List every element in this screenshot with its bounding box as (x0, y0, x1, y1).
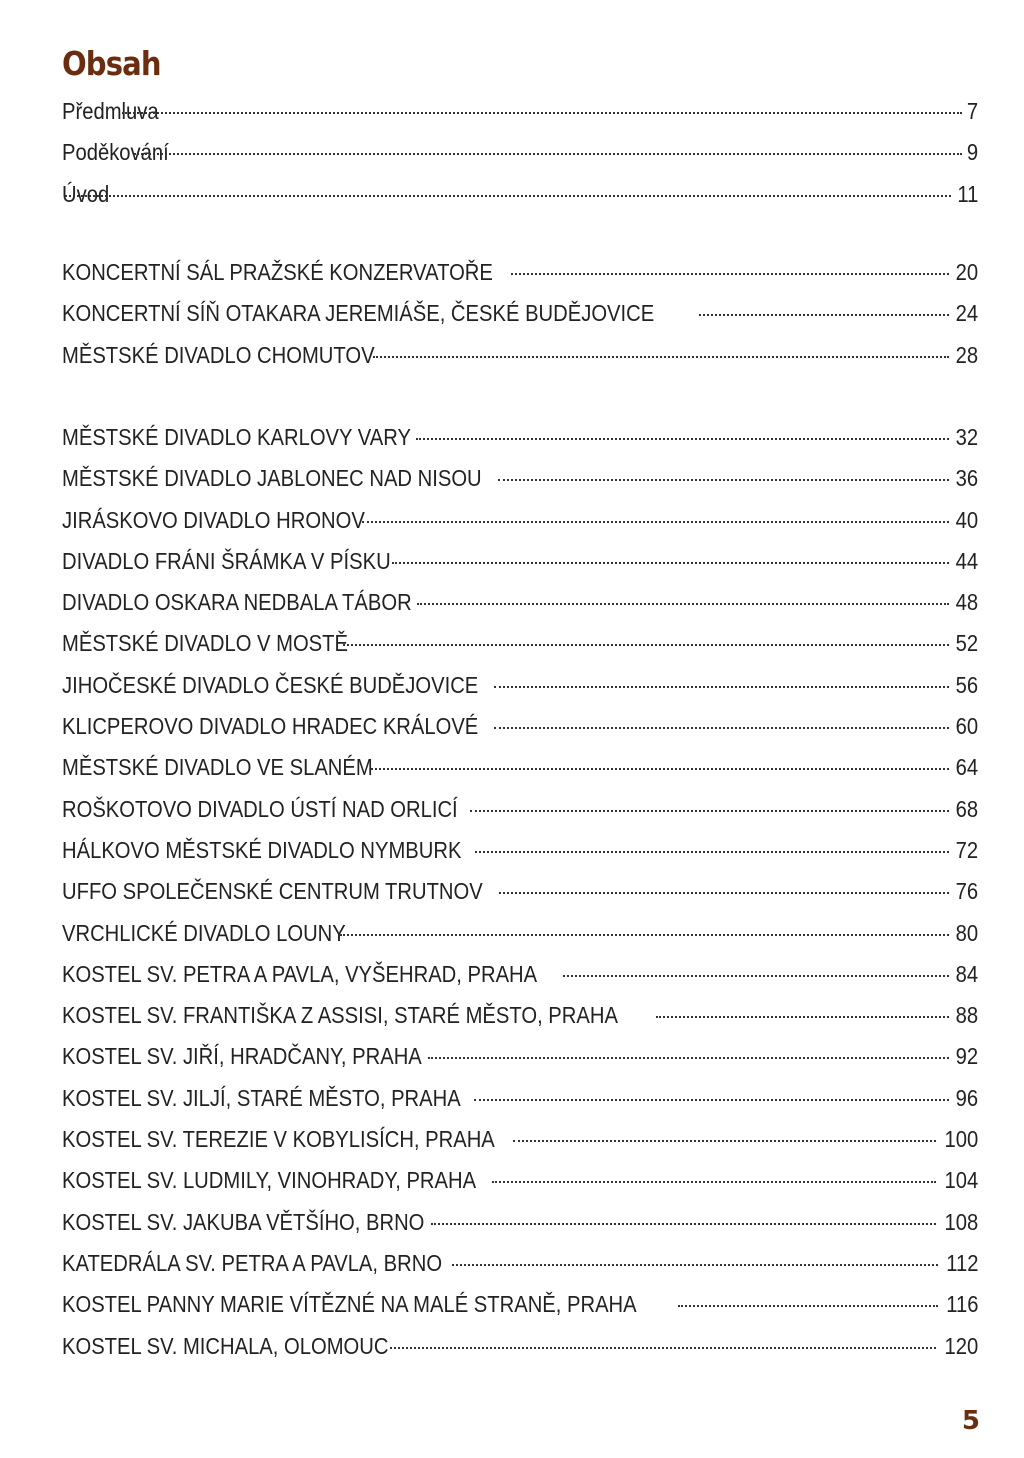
toc-entry (62, 335, 978, 376)
toc-entry-title: KONCERTNÍ SÁL PRAŽSKÉ KONZERVATOŘE (62, 259, 493, 285)
toc-entry (62, 913, 978, 954)
toc-entry (62, 747, 978, 788)
toc-entry-page: 88 (955, 1002, 978, 1029)
toc-entry-title: VRCHLICKÉ DIVADLO LOUNY (62, 919, 346, 946)
toc-entry (62, 1326, 978, 1367)
toc-entry-page: 28 (955, 341, 978, 368)
dot-leader (431, 1223, 935, 1225)
toc-entry (62, 582, 978, 623)
dot-leader (513, 1140, 935, 1142)
dot-leader (699, 314, 949, 316)
toc-entry-page: 76 (955, 878, 978, 905)
dot-leader (492, 1181, 936, 1183)
toc-entry-page: 68 (955, 795, 978, 822)
toc-entry-title: KOSTEL PANNY MARIE VÍTĚZNÉ NA MALÉ STRANĚ, PRAHA (62, 1291, 637, 1318)
dot-leader (417, 603, 949, 605)
toc-entry-page: 11 (957, 180, 978, 207)
page-title: Obsah (62, 44, 161, 84)
toc-entry-page: 32 (955, 424, 978, 450)
dot-leader (392, 562, 949, 564)
toc-entry-page: 100 (944, 1126, 978, 1153)
dot-leader (340, 934, 949, 936)
toc-entry-page: 40 (955, 506, 978, 533)
dot-leader (373, 356, 948, 358)
toc-entry-title: UFFO SPOLEČENSKÉ CENTRUM TRUTNOV (62, 878, 483, 905)
dot-leader (122, 112, 962, 114)
dot-leader (656, 1016, 948, 1018)
toc-entry-title: ROŠKOTOVO DIVADLO ÚSTÍ NAD ORLICÍ (62, 795, 458, 822)
toc-entry-title: HÁLKOVO MĚSTSKÉ DIVADLO NYMBURK (62, 836, 462, 863)
toc-entry-page: 72 (955, 836, 978, 863)
toc-entry-title: KOSTEL SV. FRANTIŠKA Z ASSISI, STARÉ MĚSTO, PRAHA (62, 1002, 618, 1029)
dot-leader (65, 195, 951, 197)
toc-entry (62, 174, 978, 215)
toc-entry-page: 52 (955, 630, 978, 657)
dot-leader (390, 1347, 936, 1349)
dot-leader (452, 1264, 938, 1266)
toc-entry-page: 56 (955, 671, 978, 698)
toc-entry-title: Úvod (62, 180, 110, 207)
toc-entry (62, 1202, 978, 1243)
toc-entry (62, 995, 978, 1036)
toc-entry (62, 954, 978, 995)
toc-entry-page: 112 (945, 1249, 978, 1276)
toc-entry-title: JIHOČESKÉ DIVADLO ČESKÉ BUDĚJOVICE (62, 671, 479, 698)
toc-entry (62, 417, 978, 458)
toc-entry (62, 789, 978, 830)
toc-entry-page: 36 (955, 465, 978, 492)
toc-entry (62, 665, 978, 706)
toc-entry-page: 80 (955, 919, 978, 946)
dot-leader (428, 1057, 948, 1059)
toc-entry-title: MĚSTSKÉ DIVADLO KARLOVY VARY (62, 424, 411, 450)
toc-entry (62, 1284, 978, 1325)
toc-entry (62, 706, 978, 747)
toc-group-front-matter (62, 91, 978, 215)
toc-entry (62, 500, 978, 541)
toc-entry (62, 132, 978, 173)
toc-entry-title: KOSTEL SV. MICHALA, OLOMOUC (62, 1332, 389, 1359)
dot-leader (470, 810, 949, 812)
toc-entry-title: Předmluva (62, 98, 159, 124)
toc-entry (62, 1119, 978, 1160)
toc-group-theatres-churches (62, 417, 978, 1367)
toc-entry-title: DIVADLO FRÁNI ŠRÁMKA V PÍSKU (62, 547, 391, 574)
dot-leader (499, 892, 949, 894)
toc-entry-page: 92 (955, 1043, 978, 1070)
toc-entry (62, 830, 978, 871)
dot-leader (343, 644, 949, 646)
toc-entry-page: 96 (955, 1084, 978, 1111)
dot-leader (498, 479, 949, 481)
toc-entry-title: KATEDRÁLA SV. PETRA A PAVLA, BRNO (62, 1249, 443, 1276)
dot-leader (474, 1099, 949, 1101)
toc-entry-page: 120 (944, 1332, 978, 1359)
dot-leader (511, 273, 949, 275)
toc-entry (62, 293, 978, 334)
toc-entry-page: 44 (955, 547, 978, 574)
toc-entry-page: 104 (944, 1167, 978, 1194)
dot-leader (678, 1305, 937, 1307)
dot-leader (475, 851, 949, 853)
toc-entry (62, 871, 978, 912)
toc-entry-page: 24 (955, 300, 978, 327)
toc-entry (62, 458, 978, 499)
dot-leader (134, 153, 962, 155)
toc-entry (62, 1036, 978, 1077)
toc-entry-page: 20 (955, 259, 978, 285)
toc-entry-page: 84 (955, 960, 978, 987)
toc-entry-page: 64 (955, 754, 978, 781)
toc-entry-title: MĚSTSKÉ DIVADLO V MOSTĚ (62, 630, 348, 657)
toc-entry-page: 116 (945, 1291, 978, 1318)
toc-entry-title: KOSTEL SV. LUDMILY, VINOHRADY, PRAHA (62, 1167, 477, 1194)
toc-entry (62, 91, 978, 132)
toc-entry-title: MĚSTSKÉ DIVADLO JABLONEC NAD NISOU (62, 465, 482, 492)
dot-leader (371, 768, 949, 770)
toc-entry-title: KOSTEL SV. JIŘÍ, HRADČANY, PRAHA (62, 1043, 422, 1070)
toc-entry-title: JIRÁSKOVO DIVADLO HRONOV (62, 506, 365, 533)
dot-leader (494, 686, 949, 688)
toc-entry (62, 1160, 978, 1201)
dot-leader (563, 975, 949, 977)
toc-entry-title: MĚSTSKÉ DIVADLO CHOMUTOV (62, 341, 375, 368)
toc-entry-title: KOSTEL SV. PETRA A PAVLA, VYŠEHRAD, PRAHA (62, 960, 538, 987)
toc-entry-page: 108 (944, 1208, 978, 1235)
toc-entry-title: KLICPEROVO DIVADLO HRADEC KRÁLOVÉ (62, 713, 479, 740)
dot-leader (362, 521, 949, 523)
toc-entry (62, 1243, 978, 1284)
toc-entry (62, 252, 978, 293)
toc-entry-page: 9 (966, 139, 978, 166)
dot-leader (494, 727, 949, 729)
toc-entry-page: 48 (955, 589, 978, 616)
toc-entry (62, 541, 978, 582)
toc-group-concert-halls (62, 252, 978, 376)
page-number: 5 (961, 1406, 980, 1436)
toc-entry-title: KONCERTNÍ SÍŇ OTAKARA JEREMIÁŠE, ČESKÉ BUDĚJOVICE (62, 300, 655, 327)
dot-leader (416, 438, 949, 440)
toc-entry-title: MĚSTSKÉ DIVADLO VE SLANÉM (62, 754, 373, 781)
toc-entry-page: 7 (966, 98, 978, 124)
toc-entry-title: DIVADLO OSKARA NEDBALA TÁBOR (62, 589, 412, 616)
toc-entry (62, 1078, 978, 1119)
toc-entry-title: KOSTEL SV. JILJÍ, STARÉ MĚSTO, PRAHA (62, 1084, 461, 1111)
toc-entry-title: Poděkování (62, 139, 169, 166)
toc-entry (62, 623, 978, 664)
toc-entry-page: 60 (955, 713, 978, 740)
toc-entry-title: KOSTEL SV. TEREZIE V KOBYLISÍCH, PRAHA (62, 1126, 495, 1153)
toc-entry-title: KOSTEL SV. JAKUBA VĚTŠÍHO, BRNO (62, 1208, 425, 1235)
